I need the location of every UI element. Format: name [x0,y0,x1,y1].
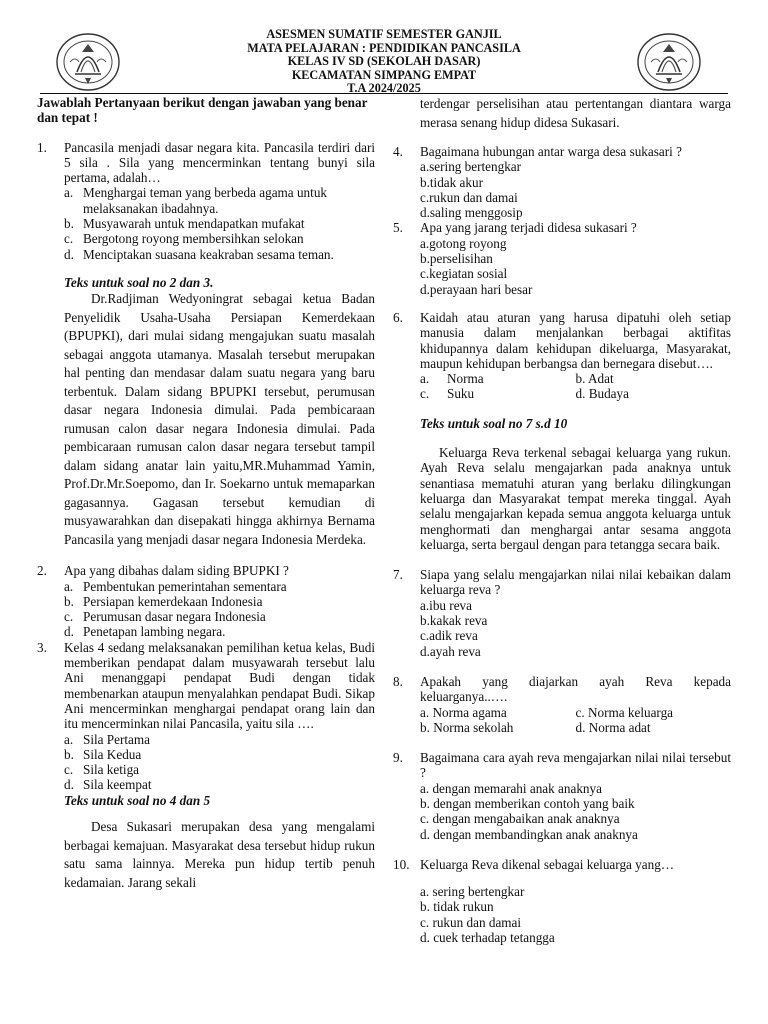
reading-body: Keluarga Reva terkenal sebagai keluarga yang rukun. Ayah Reva selalu mengajarkan pada anaknya untuk senantiasa mematuhi aturan yang berlaku dilingkungan keluarga dan Masyarakat tempat mereka tinggal. Ayah selalu mengajarkan kepada semua anggota keluarga untuk menghormati dan menghargai antar sesama anggota keluarga, serta bergaul dengan para tetangga secara baik. [420,445,731,552]
left-column [37,95,375,892]
question-text: Apa yang dibahas dalam siding BPUPKI ? [64,563,289,579]
question-text: Bagaimana cara ayah reva mengajarkan nilai nilai tersebut ? [420,750,731,781]
reading-body-continued: terdengar perselisihan atau pertentangan diantara warga merasa senang hidup didesa Sukasari. [420,96,731,130]
option-a: a. Norma [420,371,484,387]
option-d: d. Sila keempat [64,777,152,793]
question-8 [393,674,731,735]
question-number: 1. [37,139,47,155]
right-column [393,95,731,945]
question-number: 9. [393,750,403,766]
option-c: c. Perumusan dasar negara Indonesia [64,609,266,625]
option-a: a. Menghargai teman yang berbeda agama untuk melaksanakan ibadahnya. [64,185,328,216]
option-c: c. Suku [420,386,475,402]
option-a: a.sering bertengkar [420,159,522,175]
question-number: 3. [37,639,47,655]
option-d: d. Menciptakan suasana keakraban sesama teman. [64,246,334,262]
option-c: c.rukun dan damai [420,189,518,205]
options-row-2 [420,386,731,401]
header-line-4: KECAMATAN SIMPANG EMPAT [291,67,477,82]
question-1 [37,140,375,262]
option-b: b. Musyawarah untuk mendapatkan mufakat [64,216,305,232]
option-a: a. Pembentukan pemerintahan sementara [64,578,287,594]
option-b: b. dengan memberikan contoh yang baik [420,795,635,811]
option-d: d.ayah reva [420,643,481,659]
option-b: b. Adat [575,371,614,387]
option-d: d. Budaya [575,386,629,402]
question-text: Kaidah atau aturan yang harusa dipatuhi oleh setiap manusia dalam menjalankan berbagai aktifitas khidupannya dalam kehidupan dikeluarga, Masyarakat, maupun kehidupan berbangsa dan bernegara disebut…. [420,309,731,371]
question-number: 4. [393,144,403,159]
question-number: 7. [393,567,403,583]
exam-header [0,0,768,95]
option-a: a. Sila Pertama [64,731,151,747]
question-number: 5. [393,220,403,236]
header-line-1: ASESMEN SUMATIF SEMESTER GANJIL [266,27,502,41]
tut-wuri-handayani-logo [55,32,121,92]
question-text: Apakah yang diajarkan ayah Reva kepada keluarganya..…. [420,673,731,705]
question-text: Kelas 4 sedang melaksanakan pemilihan ketua kelas, Budi memberikan pendapat dalam musyawarah tersebut lalu Ani menanggapi pendapat Budi dengan tidak membenarkan ataupun menyalahkan pendapat Budi. Sikap Ani mencerminkan menghargai pendapat orang lain dan itu mencerminkan nilai Pancasila, yaitu sila …. [64,639,375,732]
question-3 [37,640,375,892]
reading-text-7-10 [393,416,731,552]
question-text: Siapa yang selalu mengajarkan nilai nilai kebaikan dalam keluarga reva ? [420,567,731,598]
header-line-3: KELAS IV SD (SEKOLAH DASAR) [287,54,481,69]
header-divider [40,93,728,94]
option-d: d. dengan membandingkan anak anaknya [420,826,638,842]
option-b: b. Persiapan kemerdekaan Indonesia [64,593,263,609]
question-9 [393,750,731,842]
options-row-1 [420,371,731,386]
option-b: b. Norma sekolah [420,719,514,735]
reading-title: Teks untuk soal no 7 s.d 10 [420,415,568,431]
question-text: Apa yang jarang terjadi didesa sukasari ? [420,220,637,236]
option-a: a. dengan memarahi anak anaknya [420,780,602,796]
option-b: b.tidak akur [420,174,483,190]
option-b: b. tidak rukun [420,899,494,915]
option-b: b. Sila Kedua [64,746,142,762]
reading-title: Teks untuk soal no 2 dan 3. [64,274,214,290]
reading-body: Dr.Radjiman Wedyoningrat sebagai ketua Badan Penyelidik Usaha-Usaha Persiapan Kemerdekaan (BPUPKI), dari mulai sidang mengajukan suatu masalah sebagai anggota utamanya. Masalah tersebut merupakan hal penting dan mendasar dalam suatu negara yang baru terbentuk. Dalam sidang BPUPKI tersebut, perumusan dasar negara Indonesia dimulai. Pada pembicaraan rumusan calon dasar negara Indonesia dimulai. Pada pembicaraan rumusan calon dasar negara tersebut tampil dalam sidang anatar lain yaitu,MR.Muhammad Yamin, Prof.Dr.Mr.Soepomo, dan Ir. Soekarno untuk memaparkan gagasannya. Gagasan tersebut kemudian di musyawarahkan dan disepakati hingga akhirnya Bernama Pancasila yang menjadi dasar negara Indonesia Merdeka. [64,291,375,547]
question-text: Pancasila menjadi dasar negara kita. Pancasila terdiri dari 5 sila . Sila yang mencerminkan tentang bunyi sila pertama, adalah… [64,139,375,186]
question-text: Bagaimana hubungan antar warga desa sukasari ? [420,144,682,159]
question-number: 2. [37,563,47,579]
question-4 [393,144,731,220]
options-row-2 [420,720,731,735]
option-c: c. dengan mengabaikan anak anaknya [420,811,620,827]
option-c: c.adik reva [420,628,478,644]
question-5 [393,220,731,296]
tut-wuri-handayani-logo [636,32,702,92]
reading-body: Desa Sukasari merupakan desa yang mengalami berbagai kemajuan. Masyarakat desa tersebut hidup rukun satu sama lainnya. Mereka pun hidup tertib penuh kedamaian. Jarang sekali [64,819,375,890]
option-b: b.kakak reva [420,613,488,629]
option-a: a.ibu reva [420,597,472,613]
option-a: a. Norma agama [420,704,507,720]
option-c: c. Norma keluarga [575,704,674,720]
option-c: c. rukun dan damai [420,914,522,930]
option-c: c. Sila ketiga [64,762,140,778]
reading-text-2-3 [37,275,375,549]
question-7 [393,567,731,659]
question-10 [393,857,731,945]
question-number: 8. [393,673,403,689]
option-d: d. Penetapan lambing negara. [64,624,226,640]
exam-title-block [150,28,618,96]
question-number: 6. [393,309,403,325]
reading-title: Teks untuk soal no 4 dan 5 [64,792,211,808]
question-2 [37,563,375,639]
option-c: c. Bergotong royong membersihkan selokan [64,231,304,247]
option-a: a. sering bertengkar [420,884,525,900]
instruction: Jawablah Pertanyaan berikut dengan jawaban yang benar dan tepat ! [37,95,368,126]
option-c: c.kegiatan sosial [420,266,508,282]
option-d: d. Norma adat [575,719,651,735]
option-d: d. cuek terhadap tetangga [420,930,555,946]
option-d: d.saling menggosip [420,205,523,221]
option-b: b.perselisihan [420,251,493,267]
question-number: 10. [393,856,410,872]
question-text: Keluarga Reva dikenal sebagai keluarga yang… [420,856,675,872]
option-a: a.gotong royong [420,235,507,251]
question-6 [393,310,731,402]
header-line-2: MATA PELAJARAN : PENDIDIKAN PANCASILA [247,40,521,55]
options-row-1 [420,705,731,720]
header-line-5: T.A 2024/2025 [347,81,421,96]
option-d: d.perayaan hari besar [420,281,533,297]
